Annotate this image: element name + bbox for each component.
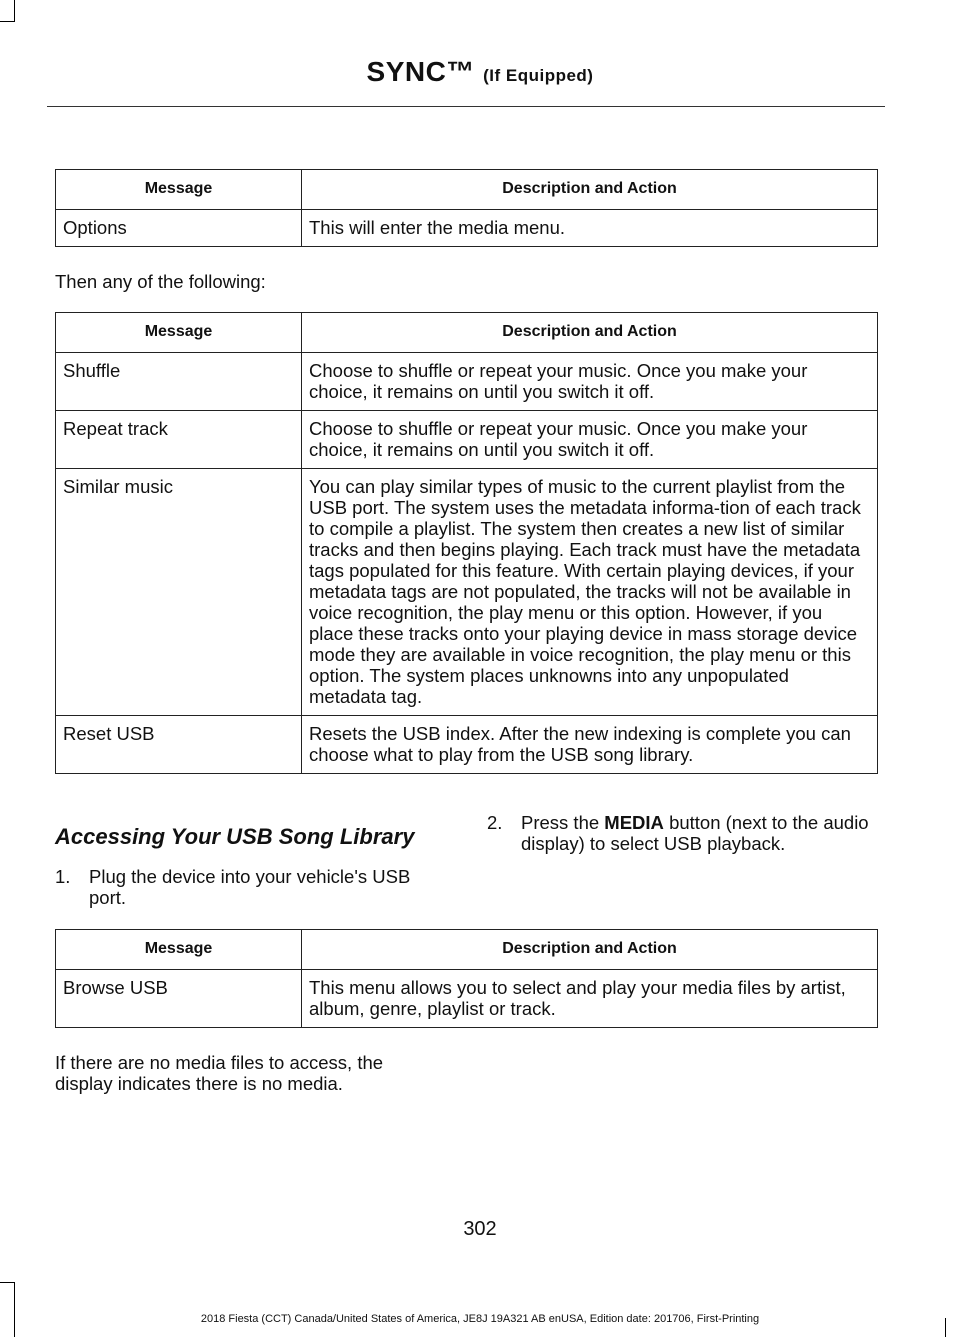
column-header-message: Message xyxy=(56,313,302,353)
table-row xyxy=(56,469,878,716)
closing-text: If there are no media files to access, the display indicates there is no media. xyxy=(55,1052,384,1094)
table-row xyxy=(56,353,878,411)
step-text xyxy=(521,812,882,854)
crop-mark-top-left-h xyxy=(0,21,15,22)
description-cell: Choose to shuffle or repeat your music. Once you make your choice, it remains on until you switch it off. xyxy=(302,353,878,411)
column-header-description: Description and Action xyxy=(302,170,878,210)
table-row xyxy=(56,970,878,1028)
message-cell: Browse USB xyxy=(56,970,302,1028)
description-cell: This will enter the media menu. xyxy=(302,210,878,247)
message-cell: Repeat track xyxy=(56,411,302,469)
step-text-post: button (next to the audio display) to select USB playback. xyxy=(521,812,869,854)
media-button-label: MEDIA xyxy=(604,812,664,833)
header-title: SYNC™ xyxy=(366,56,475,87)
table-row xyxy=(56,411,878,469)
message-cell: Similar music xyxy=(56,469,302,716)
footer-text: 2018 Fiesta (CCT) Canada/United States of America, JE8J 19A321 AB enUSA, Edition date: 201706, First-Printing xyxy=(200,1313,760,1325)
description-cell: Choose to shuffle or repeat your music. Once you make your choice, it remains on until you switch it off. xyxy=(302,411,878,469)
page-header xyxy=(0,56,960,88)
browse-table xyxy=(55,929,878,1028)
table-row xyxy=(56,210,878,247)
message-cell: Reset USB xyxy=(56,716,302,774)
column-header-message: Message xyxy=(56,930,302,970)
options-table xyxy=(55,169,878,247)
table-header-row xyxy=(56,170,878,210)
header-divider xyxy=(47,106,885,107)
step-1 xyxy=(55,866,450,908)
crop-mark-bottom-left xyxy=(14,1282,15,1337)
step-2 xyxy=(487,812,882,854)
table-row xyxy=(56,716,878,774)
table-header-row xyxy=(56,313,878,353)
page-number: 302 xyxy=(463,1218,497,1240)
step-number: 2. xyxy=(487,812,503,833)
message-cell: Options xyxy=(56,210,302,247)
step-number: 1. xyxy=(55,866,71,887)
column-header-description: Description and Action xyxy=(302,313,878,353)
description-cell: You can play similar types of music to the current playlist from the USB port. The system uses the metadata informa-tion of each track to compile a playlist. The system then creates a new list of similar tracks and then begins playing. Each track must have the metadata tags populated for this feature. With certain playing devices, if your metadata tags are not populated, the tracks will not be available in voice recognition, the play menu or this option. However, if you place these tracks onto your playing device in mass storage device mode they are available in voice recognition, the play menu or this option. The system places unknowns into any unpopulated metadata tag. xyxy=(302,469,878,716)
section-heading: Accessing Your USB Song Library xyxy=(55,824,415,849)
column-header-message: Message xyxy=(56,170,302,210)
intro-text: Then any of the following: xyxy=(55,271,266,292)
column-header-description: Description and Action xyxy=(302,930,878,970)
table-header-row xyxy=(56,930,878,970)
description-cell: Resets the USB index. After the new indexing is complete you can choose what to play from the USB song library. xyxy=(302,716,878,774)
header-subtitle: (If Equipped) xyxy=(483,66,594,85)
following-options-table xyxy=(55,312,878,774)
message-cell: Shuffle xyxy=(56,353,302,411)
step-text-pre: Press the xyxy=(521,812,600,833)
step-text: Plug the device into your vehicle's USB port. xyxy=(89,866,411,908)
crop-mark-top-left xyxy=(14,0,15,22)
crop-mark-bottom-left-h xyxy=(0,1282,15,1283)
description-cell: This menu allows you to select and play your media files by artist, album, genre, playlist or track. xyxy=(302,970,878,1028)
